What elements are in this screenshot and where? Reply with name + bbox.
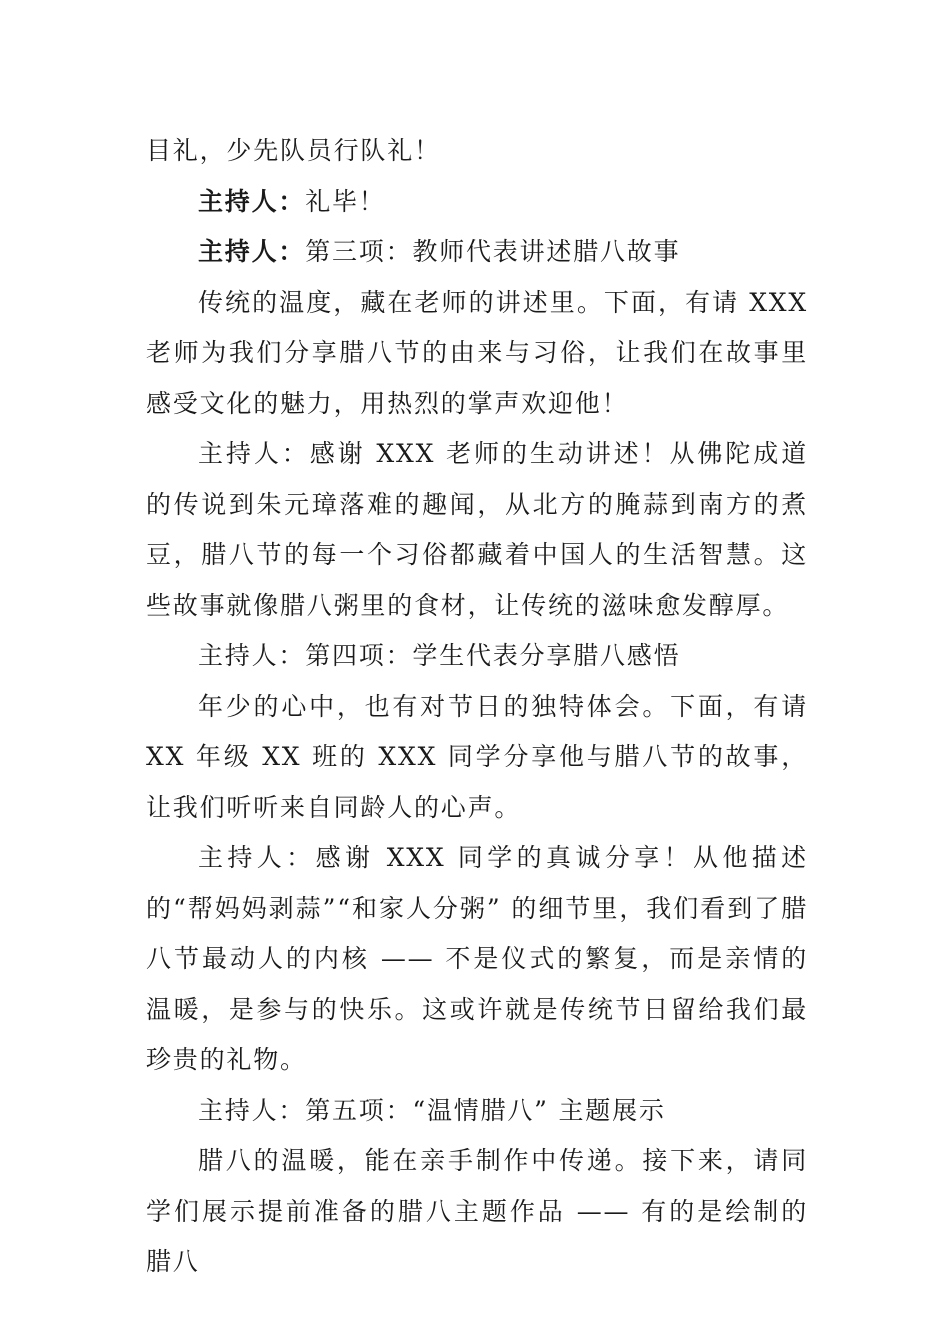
- paragraph-text: 第三项：教师代表讲述腊八故事: [305, 237, 681, 266]
- paragraph-text: 主持人：第四项：学生代表分享腊八感悟: [198, 641, 681, 670]
- speaker-label: 主持人：: [198, 186, 306, 216]
- paragraph-10: [146, 1136, 808, 1288]
- paragraph-text: 目礼，少先队员行队礼！: [146, 136, 441, 165]
- paragraph-text: 主持人：第五项：“温情腊八” 主题展示: [198, 1095, 666, 1125]
- speaker-label: 主持人：: [198, 237, 306, 266]
- paragraph-9: [146, 1086, 808, 1137]
- paragraph-text: 礼毕！: [305, 186, 386, 216]
- paragraph-text: 传统的温度，藏在老师的讲述里。下面，有请 XXX 老师为我们分享腊八节的由来与习俗，让我们在故事里感受文化的魅力，用热烈的掌声欢迎他！: [146, 287, 808, 418]
- paragraph-text: 主持人：感谢 XXX 老师的生动讲述！从佛陀成道的传说到朱元璋落难的趣闻，从北方的腌蒜到南方的煮豆，腊八节的每一个习俗都藏着中国人的生活智慧。这些故事就像腊八粥里的食材，让传统的滋味愈发醇厚。: [146, 439, 808, 620]
- paragraph-text: 腊八的温暖，能在亲手制作中传递。接下来，请同学们展示提前准备的腊八主题作品 —— 有的是绘制的腊八: [146, 1146, 808, 1276]
- paragraph-6: [146, 631, 808, 682]
- paragraph-text: 年少的心中，也有对节日的独特体会。下面，有请 XX 年级 XX 班的 XXX 同学分享他与腊八节的故事，让我们听听来自同龄人的心声。: [146, 691, 808, 822]
- paragraph-8: [146, 833, 808, 1086]
- paragraph-2: [146, 177, 808, 228]
- paragraph-3: [146, 227, 808, 278]
- paragraph-5: [146, 429, 808, 631]
- paragraph-7: [146, 682, 808, 834]
- paragraph-4: [146, 278, 808, 430]
- paragraph-1: [146, 126, 808, 177]
- paragraph-text: 主持人：感谢 XXX 同学的真诚分享！从他描述的“帮妈妈剥蒜”“和家人分粥” 的细节里，我们看到了腊八节最动人的内核 —— 不是仪式的繁复，而是亲情的温暖，是参与的快乐。这或许就是传统节日留给我们最珍贵的礼物。: [146, 843, 808, 1074]
